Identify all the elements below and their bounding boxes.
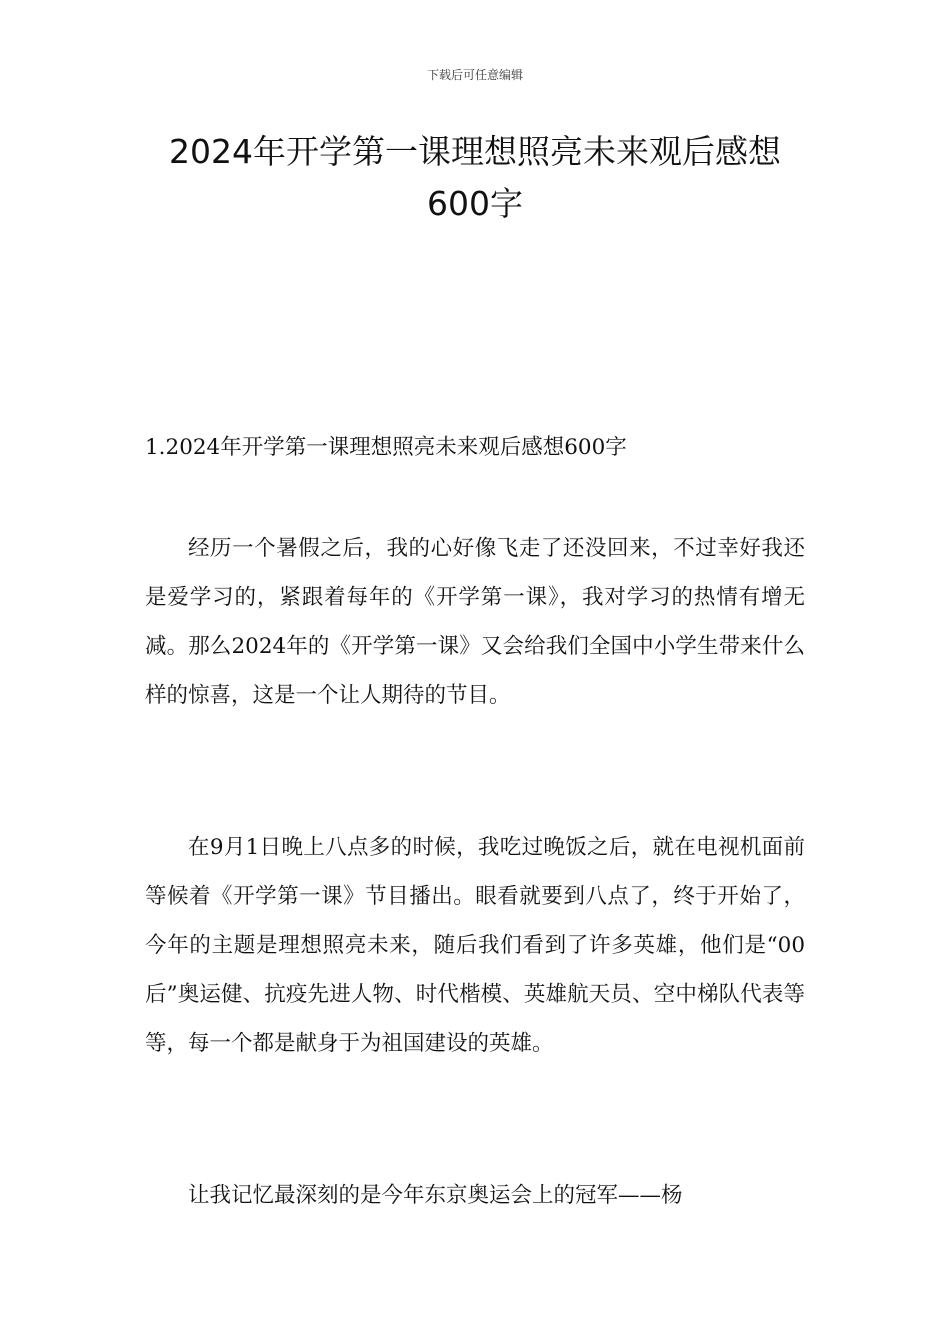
section-heading: 1.2024年开学第一课理想照亮未来观后感想600字 (145, 435, 627, 460)
paragraph-2: 在9月1日晚上八点多的时候，我吃过晚饭之后，就在电视机面前等候着《开学第一课》节目播出。眼看就要到八点了，终于开始了，今年的主题是理想照亮未来，随后我们看到了许多英雄，他们是“00后”奥运健、抗疫先进人物、时代楷模、英雄航天员、空中梯队代表等等，每一个都是献身于为祖国建设的英雄。 (145, 835, 805, 1056)
paragraph-3: 让我记忆最深刻的是今年东京奥运会上的冠军——杨 (188, 1183, 683, 1208)
header-note: 下载后可任意编辑 (426, 68, 523, 82)
document-title: 2024年开学第一课理想照亮未来观后感想600字 (169, 132, 781, 223)
paragraph-1: 经历一个暑假之后，我的心好像飞走了还没回来，不过幸好我还是爱学习的，紧跟着每年的《开学第一课》，我对学习的热情有增无减。那么2024年的《开学第一课》又会给我们全国中小学生带来什么样的惊喜，这是一个让人期待的节目。 (145, 536, 805, 708)
